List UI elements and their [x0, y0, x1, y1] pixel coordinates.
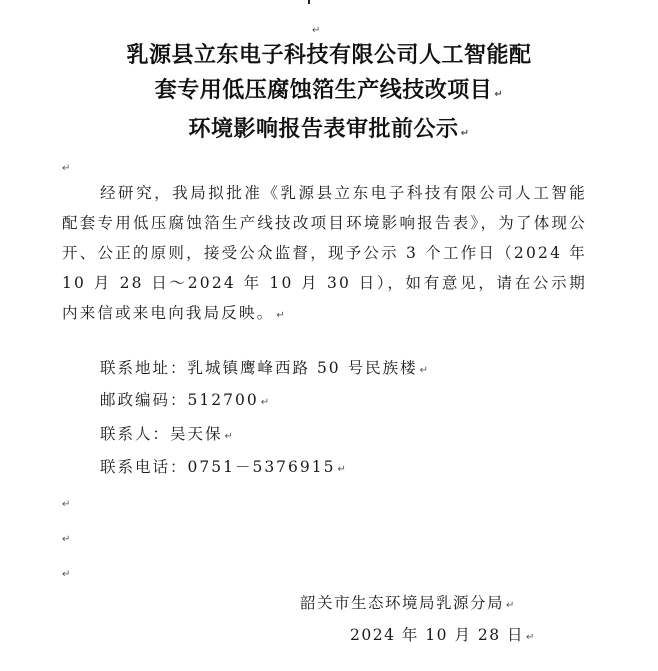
empty-paragraph: [62, 156, 70, 175]
notice-paragraph: [62, 178, 587, 331]
paragraph-mark-icon: ↵: [460, 128, 470, 139]
contact-phone: [100, 454, 348, 483]
empty-paragraph: [62, 562, 70, 581]
document-title: [0, 38, 658, 151]
paragraph-mark-icon: ↵: [224, 431, 235, 442]
empty-paragraph: [62, 492, 70, 511]
paragraph-mark-icon: ↵: [276, 310, 287, 321]
paragraph-mark-icon: ↵: [419, 365, 430, 376]
phone-value: 0751－5376915: [187, 458, 336, 476]
paragraph-mark-icon: ↵: [62, 534, 71, 545]
cursor-mark: [308, 0, 310, 4]
empty-paragraph: [312, 18, 320, 37]
signature-org-text: 韶关市生态环境局乳源分局: [300, 594, 505, 612]
paragraph-mark-icon: ↵: [62, 499, 71, 510]
signature-date: [350, 622, 536, 651]
paragraph-mark-icon: ↵: [506, 600, 516, 611]
paragraph-mark-icon: ↵: [337, 464, 348, 475]
title-line-1: 乳源县立东电子科技有限公司人工智能配: [126, 43, 532, 68]
postcode-value: 512700: [187, 391, 259, 409]
address-label: 联系地址：: [100, 359, 188, 377]
empty-paragraph: [62, 527, 70, 546]
phone-label: 联系电话：: [100, 458, 188, 476]
paragraph-mark-icon: ↵: [62, 569, 71, 580]
contact-address: [100, 355, 430, 384]
paragraph-mark-icon: ↵: [62, 163, 71, 174]
title-line-3: 环境影响报告表审批前公示 ↵: [188, 117, 470, 142]
notice-text: 经研究，我局拟批准《乳源县立东电子科技有限公司人工智能配套专用低压腐蚀箔生产线技改项目环境影响报告表》，为了体现公开、公正的原则，接受公众监督，现予公示 3 个工作日（2024 年 10 月 28 日～2024 年 10 月 30 日），如有意见，请在公示期内来信或来电向我局反映。: [62, 184, 587, 322]
title-line-2: 套专用低压腐蚀箔生产线技改项目 ↵: [154, 78, 504, 103]
contact-person: [100, 421, 235, 450]
contact-postcode: [100, 387, 271, 416]
person-value: 吴天保: [170, 425, 223, 443]
person-label: 联系人：: [100, 425, 171, 443]
paragraph-mark-icon: ↵: [260, 397, 272, 408]
paragraph-mark-icon: ↵: [494, 89, 504, 100]
address-value: 乳城镇鹰峰西路 50 号民族楼: [187, 359, 418, 377]
postcode-label: 邮政编码：: [100, 391, 188, 409]
paragraph-mark-icon: ↵: [312, 25, 321, 36]
signature-org: [300, 590, 516, 619]
paragraph-mark-icon: ↵: [526, 632, 536, 643]
signature-date-text: 2024 年 10 月 28 日: [350, 626, 525, 644]
